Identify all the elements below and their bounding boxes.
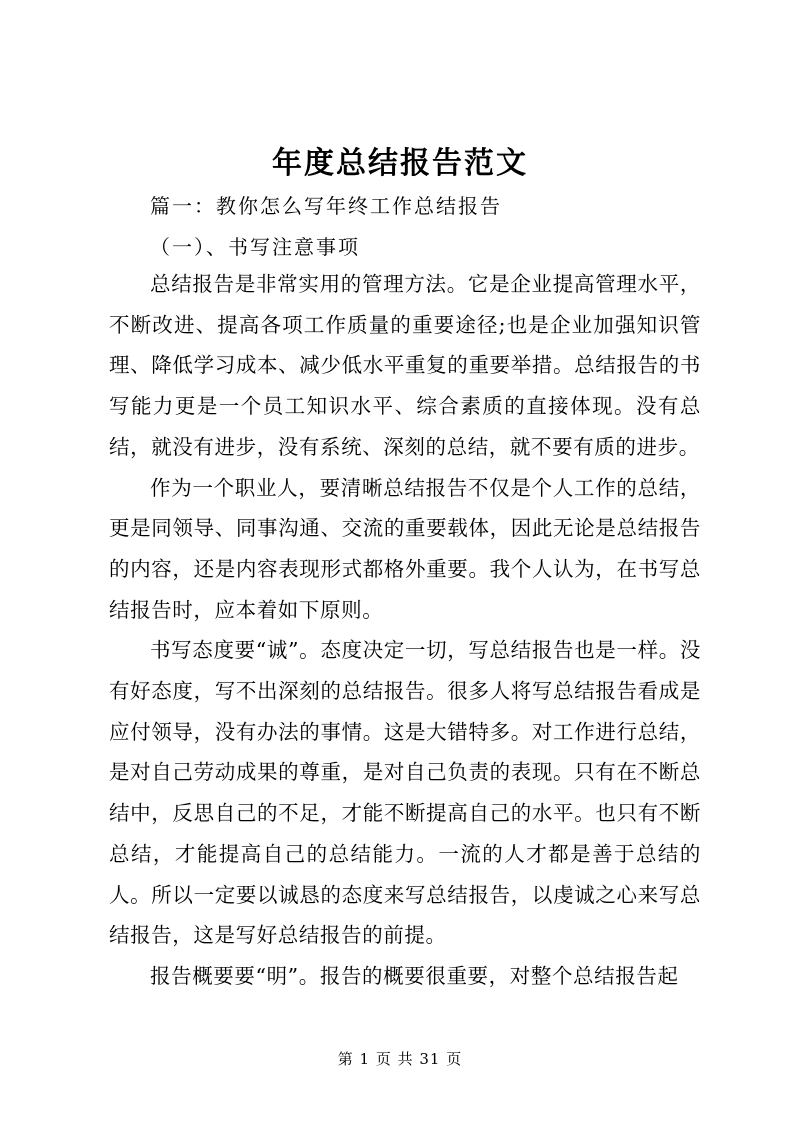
page-title: 年度总结报告范文 xyxy=(272,146,528,181)
paragraph: 总结报告是非常实用的管理方法。它是企业提高管理水平，不断改进、提高各项工作质量的重要途径;也是企业加强知识管理、降低学习成本、减少低水平重复的重要举措。总结报告的书写能力更是一个员工知识水平、综合素质的直接体现。没有总结，就没有进步，没有系统、深刻的总结，就不要有质的进步。 xyxy=(109,272,701,459)
section-heading: 篇一：教你怎么写年终工作总结报告 xyxy=(150,194,502,218)
document-body xyxy=(109,264,701,997)
paragraph: 作为一个职业人，要清晰总结报告不仅是个人工作的总结，更是同领导、同事沟通、交流的重要载体，因此无论是总结报告的内容，还是内容表现形式都格外重要。我个人认为，在书写总结报告时，应本着如下原则。 xyxy=(109,475,701,622)
subsection-heading: （一）、书写注意事项 xyxy=(150,235,360,259)
paragraph: 报告概要要“明”。报告的概要很重要，对整个总结报告起 xyxy=(150,963,679,988)
paragraph: 书写态度要“诚”。态度决定一切，写总结报告也是一样。没有好态度，写不出深刻的总结报告。很多人将写总结报告看成是应付领导，没有办法的事情。这是大错特多。对工作进行总结，是对自己劳动成果的尊重，是对自己负责的表现。只有在不断总结中，反思自己的不足，才能不断提高自己的水平。也只有不断总结，才能提高自己的总结能力。一流的人才都是善于总结的人。所以一定要以诚恳的态度来写总结报告，以虔诚之心来写总结报告，这是写好总结报告的前提。 xyxy=(109,638,701,948)
page-footer: 第 1 页 共 31 页 xyxy=(337,1050,463,1068)
